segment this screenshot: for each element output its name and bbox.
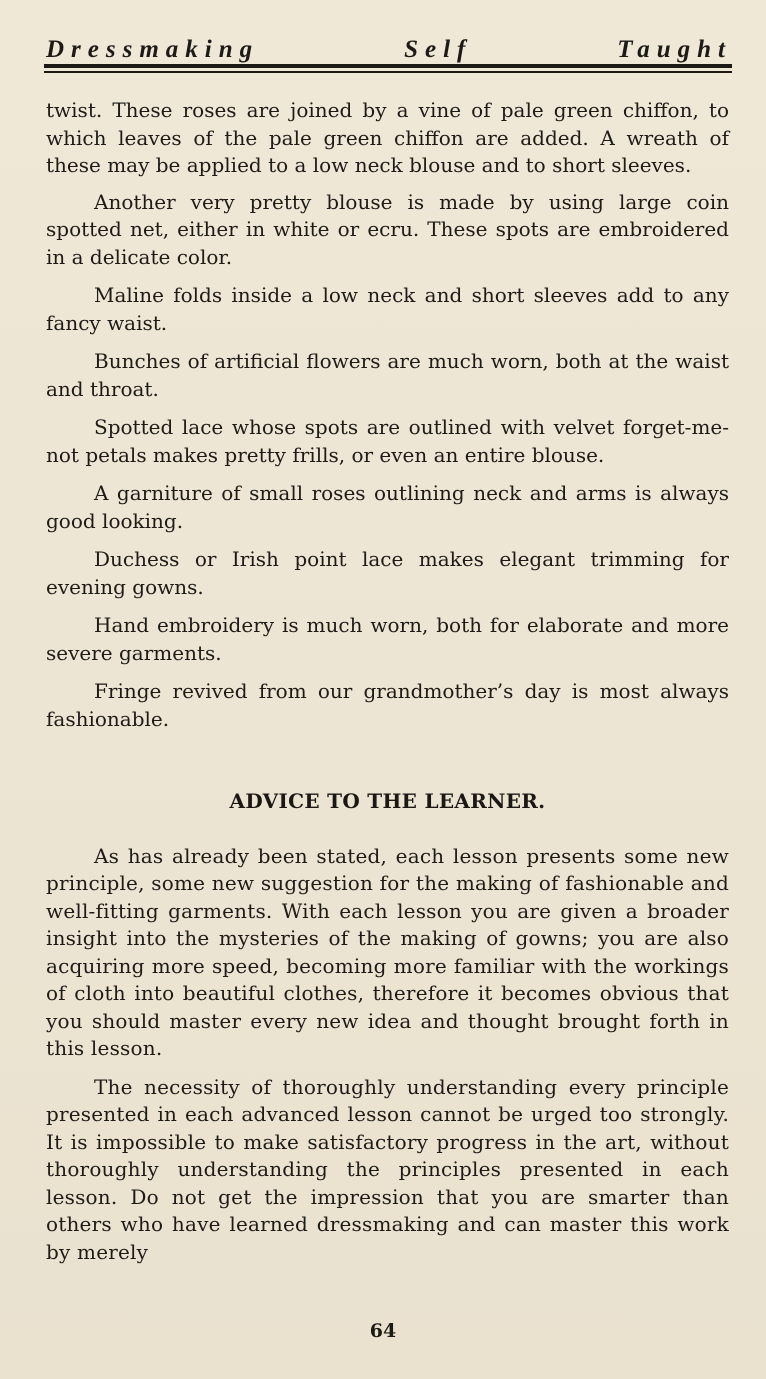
running-header-word-1: Dressmaking [46,36,260,63]
running-header [46,30,732,64]
page-body [46,97,729,1277]
header-rule-thick [44,64,732,68]
header-rule-thin [44,71,732,73]
paragraph: Duchess or Irish point lace makes elegant trimming for evening gowns. [46,547,729,599]
paragraph: The necessity of thoroughly understanding every principle presented in each advanced lesson cannot be urged too strongly. It is impossible to make satisfactory progress in the art, without thoroughly understanding the principles presented in each lesson. Do not get the impression that you are smarter than others who have learned dressmaking and can master this work by merely [46,1074,729,1264]
paragraph: Hand embroidery is much worn, both for elaborate and more severe garments. [46,613,729,665]
paragraph: Another very pretty blouse is made by using large coin spotted net, either in white or ecru. These spots are embroidered in a delicate color. [46,189,729,269]
paragraph: Fringe revived from our grandmother’s day is most always fashionable. [46,679,729,731]
running-header-word-3: Taught [617,36,732,63]
page-number: 64 [369,1320,397,1342]
paragraph: A garniture of small roses outlining neck and arms is always good looking. [46,481,729,533]
paragraph-continued: twist. These roses are joined by a vine of pale green chiffon, to which leaves of the pale green chiffon are added. A wreath of these may be applied to a low neck blouse and to short sleeves. [46,98,729,177]
paragraph: Bunches of artificial flowers are much worn, both at the waist and throat. [46,349,729,401]
paragraph: As has already been stated, each lesson presents some new principle, some new suggestion for the making of fashionable and well-fitting garments. With each lesson you are given a broader insight into the mysteries of the making of gowns; you are also acquiring more speed, becoming more familiar with the workings of cloth into beautiful clothes, therefore it becomes obvious that you should master every new idea and thought brought forth in this lesson. [46,843,729,1060]
paragraph: Maline folds inside a low neck and short sleeves add to any fancy waist. [46,283,729,335]
paragraph: Spotted lace whose spots are outlined with velvet forget-me-not petals makes pretty frills, or even an entire blouse. [46,415,729,467]
section-heading: ADVICE TO THE LEARNER. [229,789,546,813]
running-header-word-2: Self [404,36,473,63]
